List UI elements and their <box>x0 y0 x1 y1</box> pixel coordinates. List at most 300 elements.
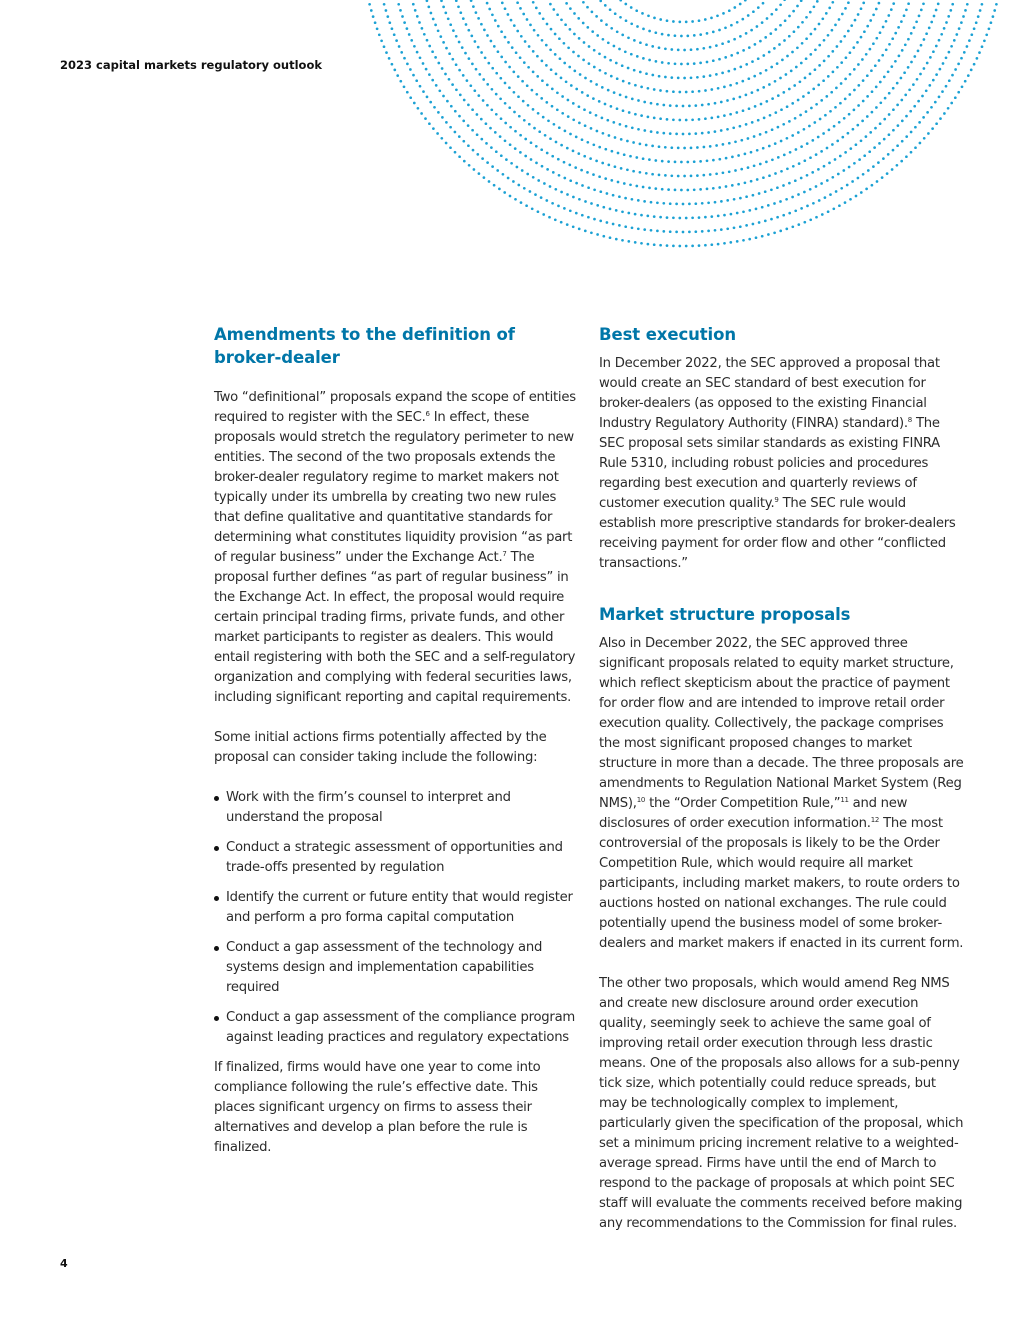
decorative-dot <box>385 51 388 54</box>
decorative-dot <box>875 106 878 109</box>
decorative-dot <box>976 57 979 60</box>
decorative-dot <box>935 45 938 48</box>
decorative-dot <box>419 85 422 88</box>
decorative-dot <box>960 57 963 60</box>
decorative-dot <box>696 48 699 51</box>
footnote-ref[interactable]: 8 <box>907 416 912 424</box>
decorative-dot <box>779 24 782 27</box>
decorative-dot <box>710 243 713 246</box>
decorative-dot <box>734 169 737 172</box>
decorative-dot <box>948 79 951 82</box>
decorative-dot <box>992 15 995 18</box>
decorative-dot <box>688 231 691 234</box>
decorative-dot <box>753 135 756 138</box>
decorative-dot <box>759 72 762 75</box>
decorative-dot <box>950 45 953 48</box>
decorative-dot <box>948 51 951 54</box>
decorative-dot <box>745 224 748 227</box>
decorative-dot <box>445 121 448 124</box>
decorative-dot <box>812 88 815 91</box>
decorative-dot <box>857 63 860 66</box>
decorative-dot <box>970 69 973 72</box>
decorative-dot <box>824 114 827 117</box>
decorative-dot <box>768 83 771 86</box>
decorative-dot <box>908 88 911 91</box>
decorative-dot <box>686 35 689 38</box>
decorative-dot <box>472 149 475 152</box>
decorative-dot <box>538 130 541 133</box>
decorative-dot <box>476 113 479 116</box>
decorative-dot <box>396 74 399 77</box>
decorative-dot <box>441 67 444 70</box>
decorative-dot <box>905 115 908 118</box>
decorative-dot <box>702 75 705 78</box>
decorative-dot <box>686 189 689 192</box>
decorative-dot <box>647 116 650 119</box>
decorative-dot <box>622 80 625 83</box>
decorative-dot <box>888 133 891 136</box>
decorative-dot <box>536 75 539 78</box>
decorative-dot <box>442 95 445 98</box>
decorative-dot <box>935 9 938 12</box>
decorative-dot <box>432 18 435 21</box>
decorative-dot <box>495 72 498 75</box>
decorative-dot <box>900 160 903 163</box>
decorative-dot <box>865 188 868 191</box>
bullet-item: Conduct a gap assessment of the technology and systems design and implementation capabilities required <box>214 938 579 998</box>
decorative-dot <box>658 174 661 177</box>
decorative-dot <box>704 244 707 247</box>
decorative-dot <box>619 94 622 97</box>
decorative-dot <box>784 19 787 22</box>
decorative-dot <box>831 50 834 53</box>
decorative-dot <box>504 102 507 105</box>
decorative-dot <box>790 70 793 73</box>
broker-dealer-paragraph-1: Two “definitional” proposals expand the scope of entities required to register with the SEC.$^6$ In effect, these proposals would stretch the regulatory perimeter to new entities. The second of the two proposals extends the broker-dealer regulatory regime to market makers not typically under its umbrella by creating two new rules that define qualitative and quantitative standards for determining what constitutes liquidity provision “as part of regular business” under the Exchange Act.$^7$ The proposal further defines “as part of regular business” in the Exchange Act. In effect, the proposal would require certain principal trading firms, private funds, and other market participants to register as dealers. This would entail registering with both the SEC and a self-regulatory organization and complying with federal securities laws, including significant reporting and capital requirements. <box>214 390 576 705</box>
decorative-dot <box>587 216 590 219</box>
decorative-dot <box>712 159 715 162</box>
decorative-dot <box>527 104 530 107</box>
decorative-dot <box>593 188 596 191</box>
decorative-dot <box>558 126 561 129</box>
decorative-dot <box>739 96 742 99</box>
decorative-dot <box>988 27 991 30</box>
decorative-dot <box>683 175 686 178</box>
market-structure-paragraph-2: The other two proposals, which would amend Reg NMS and create new disclosure around order execution quality, seemingly seek to achieve the same goal of improving retail order execution through less drastic means. One of the proposals also allows for a sub-penny tick size, which potentially could reduce spreads, but may be technologically complex to implement, particularly given the specification of the proposal, which set a minimum pricing increment relative to a weighted-average spread. Firms have until the end of March to respond to the package of proposals at which point SEC staff will evaluate the comments received before making any recommendations to the Commission for final rules. <box>599 976 964 1231</box>
decorative-dot <box>541 60 544 63</box>
decorative-dot <box>648 30 651 33</box>
decorative-dot <box>783 0 786 1</box>
decorative-dot <box>495 93 498 96</box>
decorative-dot <box>890 65 893 68</box>
decorative-dot <box>586 6 589 9</box>
decorative-dot <box>744 153 747 156</box>
decorative-dot <box>653 17 656 20</box>
decorative-dot <box>639 71 642 74</box>
decorative-dot <box>610 27 613 30</box>
decorative-dot <box>569 7 572 10</box>
decorative-dot <box>626 140 629 143</box>
decorative-dot <box>572 102 575 105</box>
decorative-dot <box>542 213 545 216</box>
footnote-ref[interactable]: 9 <box>774 496 779 504</box>
decorative-dot <box>546 23 549 26</box>
decorative-dot <box>860 36 863 39</box>
decorative-dot <box>640 242 643 245</box>
decorative-dot <box>530 158 533 161</box>
decorative-dot <box>560 18 563 21</box>
decorative-dot <box>549 3 552 6</box>
decorative-dot <box>764 190 767 193</box>
decorative-dot <box>448 78 451 81</box>
decorative-dot <box>742 109 745 112</box>
decorative-dot <box>809 11 812 14</box>
decorative-dot <box>509 143 512 146</box>
decorative-dot <box>840 82 843 85</box>
decorative-dot <box>471 108 474 111</box>
decorative-dot <box>775 8 778 11</box>
decorative-dot <box>470 35 473 38</box>
decorative-dot <box>538 12 541 15</box>
decorative-dot <box>490 108 493 111</box>
decorative-dot <box>786 137 789 140</box>
footnote-ref[interactable]: 7 <box>502 550 507 558</box>
decorative-dot <box>897 124 900 127</box>
decorative-dot <box>491 165 494 168</box>
decorative-dot <box>526 84 529 87</box>
decorative-dot <box>803 128 806 131</box>
decorative-dot <box>628 82 631 85</box>
decorative-dot <box>970 33 973 36</box>
decorative-dot <box>945 21 948 24</box>
decorative-dot <box>435 84 438 87</box>
decorative-dot <box>669 230 672 233</box>
decorative-dot <box>791 102 794 105</box>
decorative-dot <box>739 225 742 228</box>
decorative-dot <box>586 94 589 97</box>
footnote-ref[interactable]: 10 <box>636 796 646 804</box>
decorative-dot <box>415 79 418 82</box>
decorative-dot <box>370 9 373 12</box>
decorative-dot <box>581 184 584 187</box>
decorative-dot <box>721 42 724 45</box>
decorative-dot <box>879 101 882 104</box>
decorative-dot <box>457 5 460 8</box>
decorative-dot <box>659 117 662 120</box>
decorative-dot <box>486 34 489 37</box>
decorative-dot <box>610 75 613 78</box>
decorative-dot <box>913 105 916 108</box>
decorative-dot <box>643 101 646 104</box>
decorative-dot <box>879 122 882 125</box>
decorative-dot <box>791 225 794 228</box>
decorative-dot <box>736 21 739 24</box>
decorative-dot <box>654 31 657 34</box>
decorative-dot <box>667 34 670 37</box>
decorative-dot <box>873 146 876 149</box>
decorative-dot <box>637 199 640 202</box>
decorative-dot <box>540 196 543 199</box>
decorative-dot <box>598 146 601 149</box>
decorative-dot <box>532 108 535 111</box>
decorative-dot <box>449 126 452 129</box>
decorative-dot <box>703 146 706 149</box>
decorative-dot <box>567 46 570 49</box>
decorative-dot <box>737 183 740 186</box>
decorative-dot <box>643 228 646 231</box>
decorative-dot <box>756 178 759 181</box>
decorative-dot <box>650 102 653 105</box>
decorative-dot <box>583 155 586 158</box>
decorative-dot <box>563 207 566 210</box>
decorative-dot <box>529 190 532 193</box>
decorative-dot <box>862 2 865 5</box>
decorative-dot <box>521 169 524 172</box>
decorative-dot <box>495 113 498 116</box>
decorative-dot <box>556 13 559 16</box>
decorative-dot <box>548 216 551 219</box>
decorative-dot <box>662 202 665 205</box>
decorative-dot <box>666 216 669 219</box>
decorative-dot <box>566 193 569 196</box>
decorative-dot <box>421 27 424 30</box>
decorative-dot <box>780 170 783 173</box>
decorative-dot <box>535 145 538 148</box>
decorative-dot <box>596 233 599 236</box>
decorative-dot <box>664 146 667 149</box>
decorative-dot <box>462 17 465 20</box>
decorative-dot <box>552 171 555 174</box>
decorative-dot <box>691 20 694 23</box>
decorative-dot <box>827 75 830 78</box>
decorative-dot <box>862 79 865 82</box>
decorative-dot <box>625 19 628 22</box>
decorative-dot <box>869 131 872 134</box>
decorative-dot <box>861 58 864 61</box>
decorative-dot <box>715 172 718 175</box>
decorative-dot <box>759 133 762 136</box>
decorative-dot <box>536 55 539 58</box>
decorative-dot <box>530 141 533 144</box>
decorative-dot <box>656 201 659 204</box>
decorative-dot <box>870 69 873 72</box>
decorative-dot <box>782 214 785 217</box>
decorative-dot <box>702 47 705 50</box>
decorative-dot <box>964 80 967 83</box>
decorative-dot <box>599 69 602 72</box>
decorative-dot <box>408 33 411 36</box>
decorative-dot <box>977 15 980 18</box>
decorative-dot <box>747 77 750 80</box>
decorative-dot <box>718 158 721 161</box>
decorative-dot <box>526 173 529 176</box>
decorative-dot <box>550 68 553 71</box>
decorative-dot <box>797 223 800 226</box>
decorative-dot <box>380 39 383 42</box>
decorative-dot <box>504 61 507 64</box>
decorative-dot <box>878 59 881 62</box>
decorative-dot <box>721 72 724 75</box>
decorative-dot <box>849 73 852 76</box>
decorative-dot <box>883 76 886 79</box>
decorative-dot <box>393 33 396 36</box>
decorative-dot <box>696 76 699 79</box>
decorative-dot <box>855 143 858 146</box>
decorative-dot <box>748 238 751 241</box>
decorative-dot <box>500 56 503 59</box>
decorative-dot <box>513 111 516 114</box>
decorative-dot <box>572 51 575 54</box>
decorative-dot <box>961 85 964 88</box>
decorative-dot <box>805 37 808 40</box>
decorative-dot <box>765 131 768 134</box>
decorative-dot <box>612 223 615 226</box>
decorative-dot <box>768 174 771 177</box>
decorative-dot <box>792 165 795 168</box>
decorative-dot <box>503 191 506 194</box>
decorative-dot <box>609 208 612 211</box>
decorative-dot <box>857 177 860 180</box>
decorative-dot <box>636 55 639 58</box>
decorative-dot <box>580 169 583 172</box>
decorative-dot <box>771 128 774 131</box>
decorative-dot <box>865 53 868 56</box>
decorative-dot <box>935 73 938 76</box>
decorative-dot <box>440 0 443 2</box>
decorative-dot <box>739 35 742 38</box>
decorative-dot <box>633 39 636 42</box>
decorative-dot <box>639 143 642 146</box>
decorative-dot <box>556 108 559 111</box>
decorative-dot <box>586 26 589 29</box>
decorative-dot <box>491 67 494 70</box>
decorative-dot <box>888 92 891 95</box>
decorative-dot <box>434 56 437 59</box>
decorative-dot <box>592 143 595 146</box>
decorative-dot <box>686 161 689 164</box>
decorative-dot <box>913 55 916 58</box>
decorative-dot <box>451 58 454 61</box>
decorative-dot <box>835 87 838 90</box>
decorative-dot <box>761 235 764 238</box>
decorative-dot <box>900 20 903 23</box>
decorative-dot <box>482 99 485 102</box>
footnote-ref[interactable]: 12 <box>870 816 880 824</box>
decorative-dot <box>875 37 878 40</box>
decorative-dot <box>641 12 644 15</box>
footnote-ref[interactable]: 11 <box>840 796 849 804</box>
decorative-dot <box>589 157 592 160</box>
decorative-dot <box>650 130 653 133</box>
decorative-dot <box>802 95 805 98</box>
decorative-dot <box>659 216 662 219</box>
decorative-dot <box>578 37 581 40</box>
decorative-dot <box>496 169 499 172</box>
decorative-dot <box>452 29 455 32</box>
decorative-dot <box>579 73 582 76</box>
decorative-dot <box>747 14 750 17</box>
decorative-dot <box>518 115 521 118</box>
decorative-dot <box>699 33 702 36</box>
decorative-dot <box>674 34 677 37</box>
decorative-dot <box>724 56 727 59</box>
decorative-dot <box>661 160 664 163</box>
decorative-dot <box>937 3 940 6</box>
decorative-dot <box>720 129 723 132</box>
decorative-dot <box>869 48 872 51</box>
decorative-dot <box>848 113 851 116</box>
decorative-dot <box>928 27 931 30</box>
decorative-dot <box>788 120 791 123</box>
decorative-dot <box>642 57 645 60</box>
decorative-dot <box>522 13 525 16</box>
decorative-dot <box>516 1 519 4</box>
decorative-dot <box>551 202 554 205</box>
decorative-dot <box>885 20 888 23</box>
decorative-dot <box>940 33 943 36</box>
decorative-dot <box>857 13 860 16</box>
decorative-dot <box>732 98 735 101</box>
decorative-dot <box>792 10 795 13</box>
decorative-dot <box>819 118 822 121</box>
decorative-dot <box>602 235 605 238</box>
decorative-dot <box>507 13 510 16</box>
decorative-dot <box>805 16 808 19</box>
decorative-dot <box>938 39 941 42</box>
decorative-dot <box>928 84 931 87</box>
decorative-dot <box>777 94 780 97</box>
decorative-dot <box>463 99 466 102</box>
footnote-ref[interactable]: 6 <box>425 410 430 418</box>
decorative-dot <box>729 113 732 116</box>
decorative-dot <box>752 194 755 197</box>
decorative-dot <box>428 73 431 76</box>
decorative-dot <box>654 187 657 190</box>
decorative-dot <box>624 197 627 200</box>
decorative-dot <box>406 91 409 94</box>
decorative-dot <box>631 226 634 229</box>
decorative-dot <box>818 23 821 26</box>
decorative-dot <box>554 218 557 221</box>
decorative-dot <box>572 118 575 121</box>
decorative-dot <box>523 187 526 190</box>
decorative-dot <box>572 225 575 228</box>
decorative-dot <box>482 78 485 81</box>
decorative-dot <box>878 142 881 145</box>
decorative-dot <box>993 9 996 12</box>
decorative-dot <box>834 24 837 27</box>
decorative-dot <box>593 218 596 221</box>
decorative-dot <box>951 74 954 77</box>
decorative-dot <box>577 17 580 20</box>
decorative-dot <box>957 91 960 94</box>
decorative-dot <box>609 59 612 62</box>
decorative-dot <box>512 71 515 74</box>
decorative-dot <box>491 88 494 91</box>
decorative-dot <box>892 129 895 132</box>
decorative-dot <box>604 72 607 75</box>
decorative-dot <box>892 87 895 90</box>
decorative-dot <box>593 49 596 52</box>
decorative-dot <box>696 146 699 149</box>
decorative-dot <box>614 12 617 15</box>
decorative-dot <box>677 147 680 150</box>
decorative-dot <box>799 114 802 117</box>
decorative-dot <box>930 21 933 24</box>
decorative-dot <box>463 160 466 163</box>
decorative-dot <box>678 21 681 24</box>
decorative-dot <box>464 52 467 55</box>
